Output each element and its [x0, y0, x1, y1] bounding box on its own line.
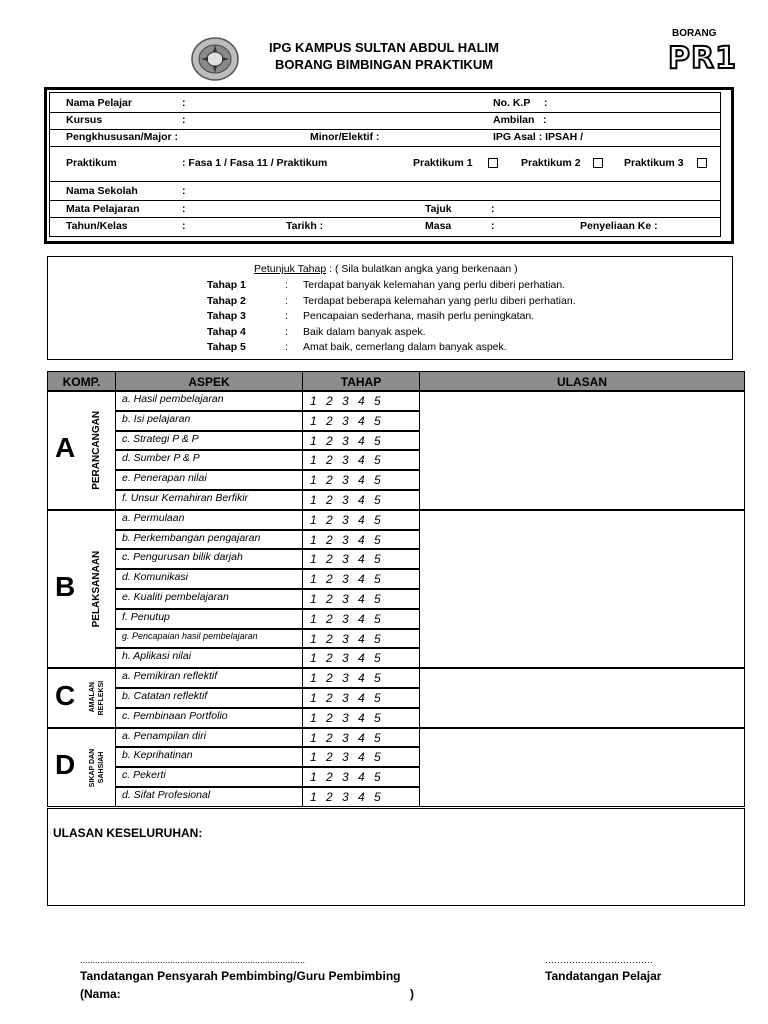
ulasan-cell[interactable] [419, 728, 745, 807]
aspek-item: b. Isi pelajaran [122, 412, 191, 425]
category-letter: D [55, 749, 76, 781]
info-divider [49, 200, 721, 201]
tahap-scale[interactable]: 1 2 3 4 5 [310, 493, 381, 507]
colon: : [544, 97, 548, 109]
category-name-line1: AMALAN [89, 682, 96, 714]
tahap-description: Pencapaian sederhana, masih perlu peningkatan. [303, 310, 535, 322]
kursus-label: Kursus [66, 114, 103, 126]
tahap-label: Tahap 3 [207, 310, 246, 322]
aspek-item: d. Sumber P & P [122, 452, 200, 465]
info-divider [49, 129, 721, 130]
tahap-scale[interactable]: 1 2 3 4 5 [310, 691, 381, 705]
colon: : [491, 203, 495, 215]
lecturer-signature-line: .......................................................................................... [80, 955, 306, 965]
info-divider [49, 146, 721, 147]
tahap-scale[interactable]: 1 2 3 4 5 [310, 433, 381, 448]
header-ulasan: ULASAN [419, 371, 745, 391]
aspek-item: e. Kualiti pembelajaran [122, 591, 229, 603]
form-title: BORANG BIMBINGAN PRAKTIKUM [274, 57, 494, 72]
tahap-colon: : [285, 325, 288, 338]
tahap-label: Tahap 5 [207, 341, 246, 353]
colon: : [182, 185, 186, 197]
tahap-scale[interactable]: 1 2 3 4 5 [310, 631, 381, 646]
aspek-item: b. Perkembangan pengajaran [122, 531, 261, 544]
aspek-item: b. Catatan reflektif [122, 690, 208, 702]
tahap-scale[interactable]: 1 2 3 4 5 [310, 770, 381, 785]
form-code: PR1 [668, 41, 737, 76]
tahap-description: Terdapat banyak kelemahan yang perlu diberi perhatian. [303, 279, 566, 291]
ipg-asal-label: IPG Asal : IPSAH / [493, 131, 584, 143]
tahap-colon: : [285, 310, 288, 322]
petunjuk-subtitle: : ( Sila bulatkan angka yang berkenaan ) [329, 263, 518, 275]
tahap-scale[interactable]: 1 2 3 4 5 [310, 710, 381, 725]
colon: : [491, 220, 495, 232]
pengkhususan-label: Pengkhususan/Major : [66, 131, 179, 143]
aspek-item: c. Strategi P & P [122, 432, 199, 445]
tahap-scale[interactable]: 1 2 3 4 5 [310, 532, 381, 547]
tahap-scale[interactable]: 1 2 3 4 5 [310, 730, 381, 745]
aspek-item: a. Permulaan [122, 511, 185, 524]
colon: : [182, 220, 186, 232]
tahap-scale[interactable]: 1 2 3 4 5 [310, 592, 381, 606]
tahap-scale[interactable]: 1 2 3 4 5 [310, 453, 381, 468]
tahap-description: Terdapat beberapa kelemahan yang perlu diberi perhatian. [303, 294, 576, 307]
mata-pelajaran-label: Mata Pelajaran [66, 203, 140, 215]
praktikum2-checkbox[interactable] [593, 158, 603, 168]
header-komp: KOMP. [47, 371, 116, 391]
tahun-kelas-label: Tahun/Kelas [66, 220, 128, 232]
masa-label: Masa [425, 220, 452, 232]
tahap-scale[interactable]: 1 2 3 4 5 [310, 671, 381, 686]
tajuk-label: Tajuk [425, 203, 452, 215]
aspek-item: c. Pembinaan Portfolio [122, 709, 228, 722]
ulasan-cell[interactable] [419, 510, 745, 668]
tahap-label: Tahap 1 [207, 279, 246, 291]
tahap-label: Tahap 4 [207, 325, 246, 338]
category-letter: C [55, 679, 76, 711]
tahap-colon: : [285, 294, 288, 307]
praktikum-value: : Fasa 1 / Fasa 11 / Praktikum [182, 157, 328, 169]
category-name-line2: SAHSIAH [98, 751, 105, 783]
aspek-item: a. Pemikiran reflektif [122, 670, 218, 683]
lecturer-signature-label: Tandatangan Pensyarah Pembimbing/Guru Pembimbing [80, 969, 401, 983]
tahap-scale[interactable]: 1 2 3 4 5 [310, 512, 381, 527]
student-signature-line: ……………………………… [545, 955, 653, 965]
aspek-item: d. Komunikasi [122, 571, 188, 584]
petunjuk-heading: Petunjuk Tahap [254, 263, 327, 275]
lecturer-name-label: (Nama: [80, 987, 121, 1001]
nama-sekolah-label: Nama Sekolah [66, 185, 138, 197]
category-letter: A [55, 432, 76, 464]
info-box [49, 92, 721, 237]
header-aspek: ASPEK [115, 371, 303, 391]
lecturer-name-close: ) [410, 987, 414, 1001]
ulasan-cell[interactable] [419, 668, 745, 727]
tahap-colon: : [285, 341, 288, 353]
aspek-item: c. Pengurusan bilik darjah [122, 551, 243, 564]
tahap-scale[interactable]: 1 2 3 4 5 [310, 750, 381, 765]
category-letter: B [55, 571, 76, 602]
ulasan-cell[interactable] [419, 391, 745, 510]
aspek-item: f. Unsur Kemahiran Berfikir [122, 492, 249, 504]
category-name: PERANCANGAN [91, 410, 102, 490]
nama-pelajar-label: Nama Pelajar [66, 97, 132, 109]
praktikum2-label: Praktikum 2 [521, 157, 581, 169]
category-name-line1: SIKAP DAN [89, 748, 96, 787]
tahap-scale[interactable]: 1 2 3 4 5 [310, 394, 381, 408]
aspek-item: c. Pekerti [122, 769, 166, 782]
colon: : [182, 203, 186, 215]
petunjuk-title [254, 263, 518, 275]
tahap-label: Tahap 2 [207, 294, 246, 307]
tahap-colon: : [285, 279, 288, 291]
tahap-scale[interactable]: 1 2 3 4 5 [310, 651, 381, 666]
colon: : [182, 97, 186, 109]
colon: : [182, 114, 186, 126]
overall-label: ULASAN KESELURUHAN: [53, 826, 203, 840]
no-kp-label: No. K.P [493, 97, 531, 109]
tahap-scale[interactable]: 1 2 3 4 5 [310, 572, 381, 587]
tahap-scale[interactable]: 1 2 3 4 5 [310, 611, 381, 626]
info-divider [49, 217, 721, 218]
aspek-item: d. Sifat Profesional [122, 789, 211, 801]
tahap-scale[interactable]: 1 2 3 4 5 [310, 473, 381, 488]
praktikum1-label: Praktikum 1 [413, 157, 473, 169]
overall-box[interactable] [47, 808, 745, 906]
aspek-item: h. Aplikasi nilai [122, 650, 192, 663]
tarikh-label: Tarikh : [286, 220, 324, 232]
aspek-item: b. Keprihatinan [122, 749, 193, 762]
praktikum3-checkbox[interactable] [697, 158, 707, 168]
minor-label: Minor/Elektif : [310, 131, 380, 143]
institution-title: IPG KAMPUS SULTAN ABDUL HALIM [269, 40, 499, 55]
tahap-scale[interactable]: 1 2 3 4 5 [310, 790, 381, 804]
praktikum3-label: Praktikum 3 [624, 157, 684, 169]
penyeliaan-label: Penyeliaan Ke : [580, 220, 658, 232]
ambilan-label: Ambilan [493, 114, 535, 126]
category-name-line2: REFLEKSI [98, 680, 105, 716]
borang-label: BORANG [672, 28, 717, 39]
category-name: PELAKSANAAN [91, 550, 102, 628]
praktikum1-checkbox[interactable] [488, 158, 498, 168]
aspek-item: a. Hasil pembelajaran [122, 393, 224, 405]
tahap-scale[interactable]: 1 2 3 4 5 [310, 413, 381, 428]
tahap-scale[interactable]: 1 2 3 4 5 [310, 552, 381, 567]
aspek-item: e. Penerapan nilai [122, 472, 207, 485]
tahap-description: Amat baik, cemerlang dalam banyak aspek. [303, 341, 507, 353]
aspek-item: g. Pencapaian hasil pembelajaran [122, 630, 258, 641]
header-tahap: TAHAP [302, 371, 420, 391]
praktikum-label: Praktikum [66, 157, 117, 169]
colon: : [543, 114, 547, 126]
tahap-description: Baik dalam banyak aspek. [303, 325, 426, 338]
info-divider [49, 181, 721, 182]
student-signature-label: Tandatangan Pelajar [545, 969, 662, 983]
aspek-item: a. Penampilan diri [122, 729, 207, 742]
aspek-item: f. Penutup [122, 610, 170, 623]
info-divider [49, 112, 721, 113]
